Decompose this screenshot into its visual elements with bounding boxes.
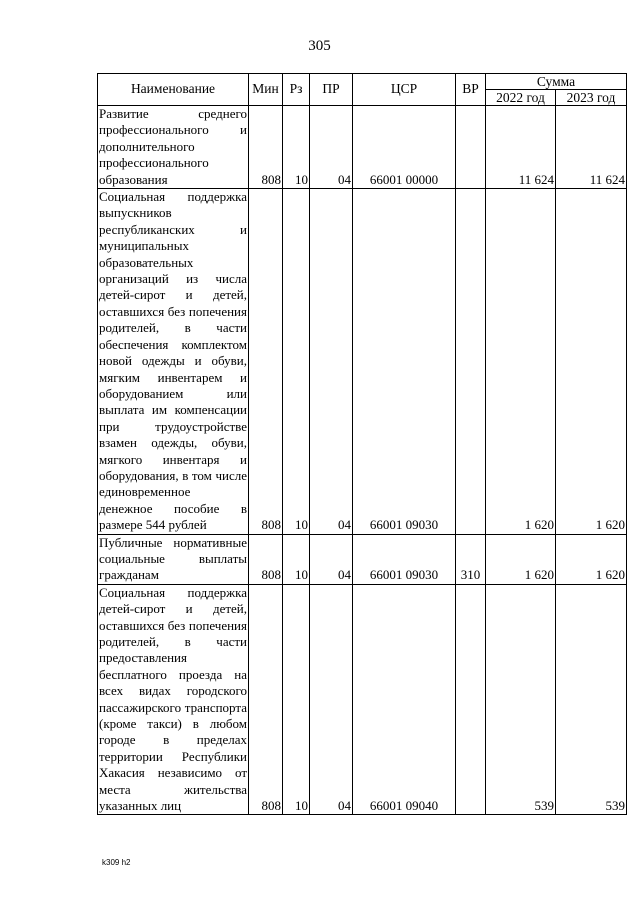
- row-name: Развитие среднего профессионального и дополнительного профессионального образования: [99, 106, 247, 187]
- header-year-2022: 2022 год: [486, 90, 556, 106]
- header-row: [98, 74, 627, 90]
- row-min: 808: [249, 534, 283, 584]
- row-pr: 04: [310, 189, 353, 535]
- row-sum-2023: 1 620: [556, 534, 627, 584]
- budget-table: [97, 73, 627, 815]
- table-row: [98, 189, 627, 535]
- row-rz: 10: [283, 534, 310, 584]
- row-sum-2023: 539: [556, 584, 627, 815]
- header-sum: Сумма: [486, 74, 627, 90]
- table-row: [98, 106, 627, 189]
- row-sum-2022: 1 620: [486, 189, 556, 535]
- row-pr: 04: [310, 584, 353, 815]
- footer-mark: k309 h2: [102, 858, 131, 867]
- row-min: 808: [249, 106, 283, 189]
- row-csr: 66001 09030: [353, 534, 456, 584]
- row-min: 808: [249, 189, 283, 535]
- header-vr: ВР: [456, 74, 486, 106]
- row-min: 808: [249, 584, 283, 815]
- row-name: Публичные нормативные социальные выплаты гражданам: [99, 534, 247, 583]
- row-sum-2023: 11 624: [556, 106, 627, 189]
- row-name: Социальная поддержка детей-сирот и детей, оставшихся без попечения родителей, в части предоставления бесплатного проезда на всех видах городского пассажирского транспорта (кроме такси) в любом городе в пределах территории Республики Хакасия независимо от места жительства указанных лиц: [99, 584, 247, 814]
- row-csr: 66001 00000: [353, 106, 456, 189]
- header-csr: ЦСР: [353, 74, 456, 106]
- row-pr: 04: [310, 534, 353, 584]
- row-rz: 10: [283, 106, 310, 189]
- row-csr: 66001 09030: [353, 189, 456, 535]
- row-pr: 04: [310, 106, 353, 189]
- row-vr: [456, 106, 486, 189]
- header-min: Мин: [249, 74, 283, 106]
- row-sum-2022: 11 624: [486, 106, 556, 189]
- table-row: [98, 584, 627, 815]
- row-vr: [456, 584, 486, 815]
- row-rz: 10: [283, 584, 310, 815]
- header-rz: Рз: [283, 74, 310, 106]
- header-year-2023: 2023 год: [556, 90, 627, 106]
- row-name: Социальная поддержка выпускников республиканских и муниципальных образовательных организаций из числа детей-сирот и детей, оставшихся без попечения родителей, в части обеспечения комплектом новой одежды и обуви, мягким инвентарем и оборудованием или выплата им компенсации при трудоустройстве взамен одежды, обуви, мягкого инвентаря и оборудования, в том числе единовременное денежное пособие в размере 544 рублей: [99, 189, 247, 533]
- row-csr: 66001 09040: [353, 584, 456, 815]
- page-number: 305: [308, 38, 331, 54]
- table-row: [98, 534, 627, 584]
- row-rz: 10: [283, 189, 310, 535]
- row-sum-2023: 1 620: [556, 189, 627, 535]
- row-sum-2022: 539: [486, 584, 556, 815]
- row-vr: 310: [456, 534, 486, 584]
- row-vr: [456, 189, 486, 535]
- row-sum-2022: 1 620: [486, 534, 556, 584]
- header-name: Наименование: [98, 74, 249, 106]
- header-pr: ПР: [310, 74, 353, 106]
